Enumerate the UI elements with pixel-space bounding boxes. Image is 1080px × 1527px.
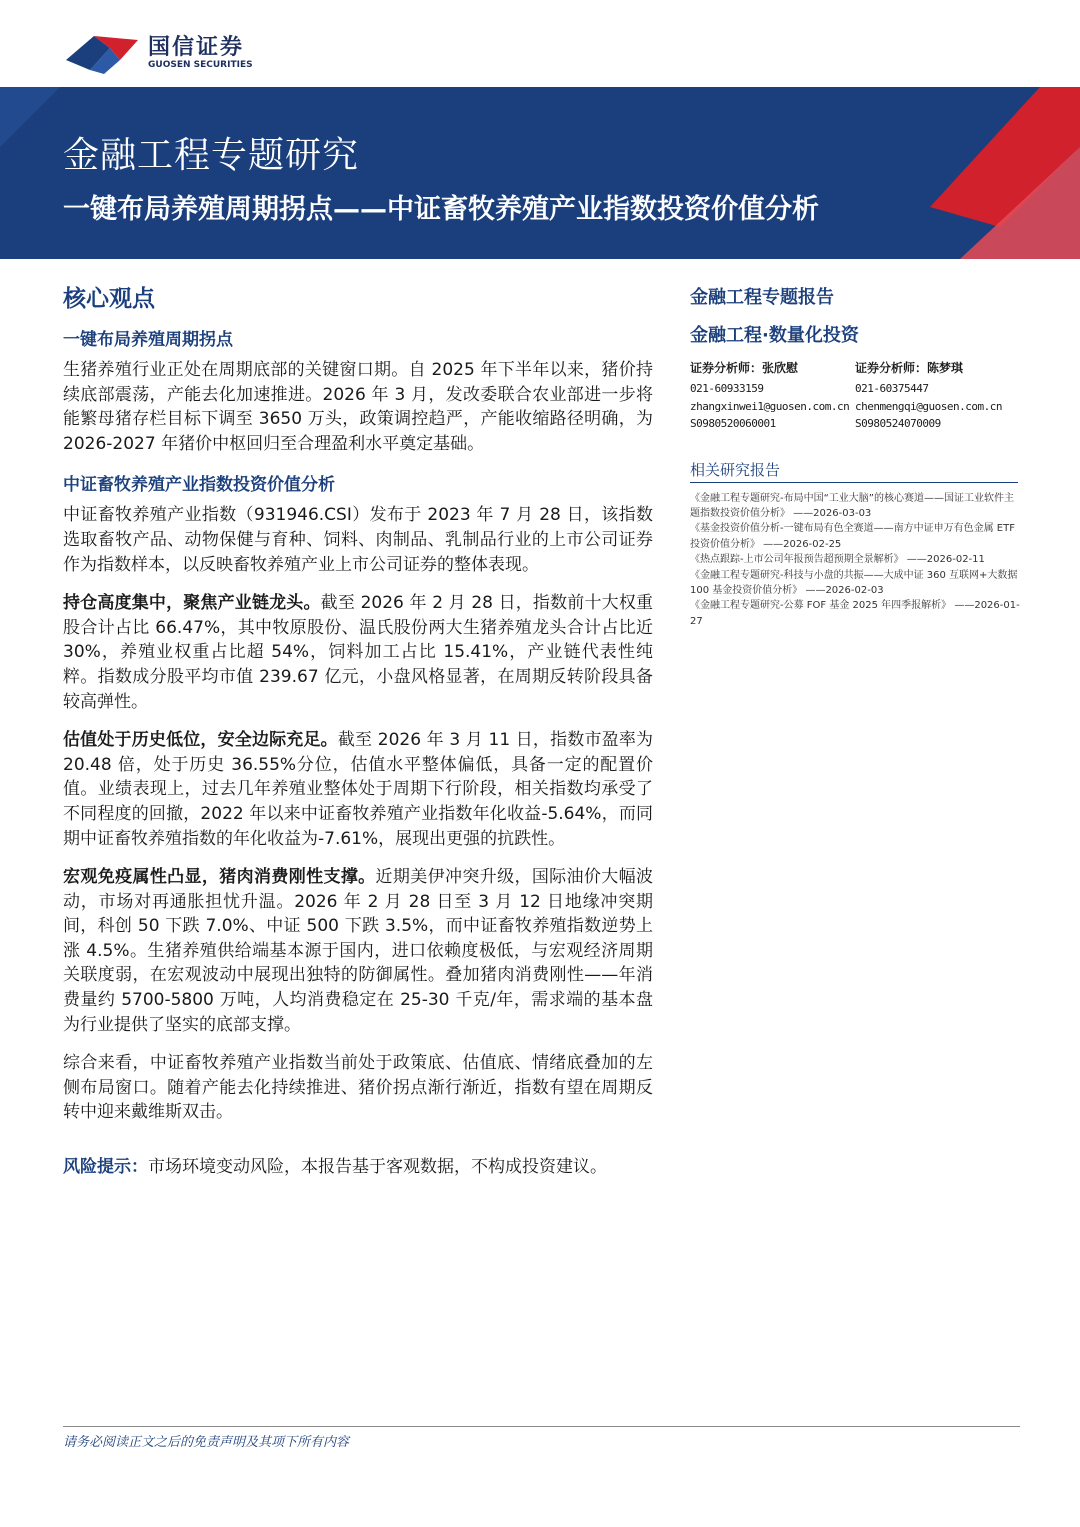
paragraph-cycle: 生猪养殖行业正处在周期底部的关键窗口期。自 2025 年下半年以来，猪价持续底部震荡，产能去化加速推进。2026 年 3 月，发改委联合农业部进一步将能繁母猪存栏目标下调至 3650 万头，政策调控趋严，产能收缩路径明确，为 2026-2027 年猪价中枢回归至合理盈利水平奠定基础。: [63, 360, 653, 454]
report-type-1: 金融工程专题报告: [690, 287, 834, 308]
analyst-phone: 021-60933159: [690, 382, 764, 395]
footer-disclaimer: 请务必阅读正文之后的免责声明及其项下所有内容: [63, 1435, 350, 1450]
analyst-title: 证券分析师：张欣慰: [690, 361, 799, 375]
analyst-license: S0980524070009: [855, 417, 941, 430]
risk-warning: [63, 1155, 653, 1180]
paragraph-valuation: [63, 728, 653, 851]
analyst-1: [690, 359, 855, 433]
paragraph-macro: [63, 865, 653, 1037]
related-report-item[interactable]: 《金融工程专题研究-科技与小盘的共振——大成中证 360 互联网+大数据 100 基金投资价值分析》 ——2026-02-03: [690, 569, 1018, 596]
analyst-email[interactable]: chenmengqi@guosen.com.cn: [855, 399, 1002, 413]
paragraph-macro-lead: 宏观免疫属性凸显，猪肉消费刚性支撑。: [63, 867, 376, 888]
risk-text: 市场环境变动风险，本报告基于客观数据，不构成投资建议。: [148, 1157, 607, 1178]
paragraph-index-intro: 中证畜牧养殖产业指数（931946.CSI）发布于 2023 年 7 月 28 日，该指数选取畜牧产品、动物保健与育种、饲料、肉制品、乳制品行业的上市公司证券作为指数样本，以反映畜牧养殖产业上市公司证券的整体表现。: [63, 505, 653, 575]
analyst-2: [855, 359, 1020, 433]
paragraph-macro-body: 近期美伊冲突升级，国际油价大幅波动，市场对再通胀担忧升温。2026 年 2 月 28 日至 3 月 12 日地缘冲突期间，科创 50 下跌 7.0%、中证 500 下跌 3.5%，而中证畜牧养殖指数逆势上涨 4.5%。生猪养殖供给端基本源于国内，进口依赖度极低，与宏观经济周期关联度弱，在宏观波动中展现出独特的防御属性。叠加猪肉消费刚性——年消费量约 5700-5800 万吨，人均消费稳定在 25-30 千克/年，需求端的基本盘为行业提供了坚实的底部支撑。: [63, 867, 654, 1035]
report-title: 一键布局养殖周期拐点——中证畜牧养殖产业指数投资价值分析: [63, 194, 819, 225]
related-reports-list: [690, 491, 1020, 630]
guosen-logo: [64, 28, 264, 76]
footer-divider: [63, 1426, 1020, 1427]
guosen-logo-mark-icon: [64, 30, 140, 76]
brand-name-en: GUOSEN SECURITIES: [148, 60, 253, 70]
core-views-heading: 核心观点: [63, 286, 155, 312]
analyst-phone: 021-60375447: [855, 382, 929, 395]
related-report-item[interactable]: 《基金投资价值分析-一键布局有色全赛道——南方中证申万有色金属 ETF 投资价值分析》 ——2026-02-25: [690, 523, 1015, 550]
sidebar: [690, 283, 1020, 629]
related-report-item[interactable]: 《金融工程专题研究-公募 FOF 基金 2025 年四季报解析》 ——2026-01-27: [690, 600, 1020, 627]
paragraph-holdings-lead: 持仓高度集中，聚焦产业链龙头。: [63, 593, 321, 614]
analyst-license: S0980520060001: [690, 417, 776, 430]
analyst-block: [690, 359, 1020, 433]
analyst-title: 证券分析师：陈梦琪: [855, 361, 964, 375]
main-column: [63, 280, 653, 1180]
section-heading-index: 中证畜牧养殖产业指数投资价值分析: [63, 475, 335, 496]
paragraph-valuation-body: 截至 2026 年 3 月 11 日，指数市盈率为 20.48 倍，处于历史 36.55%分位，估值水平整体偏低，具备一定的配置价值。业绩表现上，过去几年养殖业整体处于周期下行阶段，相关指数均承受了不同程度的回撤，2022 年以来中证畜牧养殖产业指数年化收益-5.64%，而同期中证畜牧养殖指数的年化收益为-7.61%，展现出更强的抗跌性。: [63, 730, 653, 849]
report-category-title: 金融工程专题研究: [63, 135, 360, 176]
related-report-item[interactable]: 《金融工程专题研究-布局中国“工业大脑”的核心赛道——国证工业软件主题指数投资价值分析》 ——2026-03-03: [690, 492, 1014, 519]
paragraph-holdings-body: 截至 2026 年 2 月 28 日，指数前十大权重股合计占比 66.47%，其中牧原股份、温氏股份两大生猪养殖龙头合计占比近 30%，养殖业权重占比超 54%，饲料加工占比 15.41%，产业链代表性纯粹。指数成分股平均市值 239.67 亿元，小盘风格显著，在周期反转阶段具备较高弹性。: [63, 593, 654, 712]
risk-label: 风险提示：: [63, 1157, 148, 1178]
paragraph-summary: 综合来看，中证畜牧养殖产业指数当前处于政策底、估值底、情绪底叠加的左侧布局窗口。随着产能去化持续推进、猪价拐点渐行渐近，指数有望在周期反转中迎来戴维斯双击。: [63, 1053, 653, 1123]
paragraph-valuation-lead: 估值处于历史低位，安全边际充足。: [63, 730, 338, 751]
brand-name-cn: 国信证券: [148, 35, 245, 60]
title-banner: [0, 87, 1080, 259]
analyst-email[interactable]: zhangxinwei1@guosen.com.cn: [690, 399, 850, 413]
section-heading-cycle: 一键布局养殖周期拐点: [63, 330, 233, 350]
paragraph-holdings: [63, 591, 653, 714]
related-report-item[interactable]: 《热点跟踪-上市公司年报预告超预期全景解析》 ——2026-02-11: [690, 554, 985, 566]
related-reports-heading: 相关研究报告: [690, 459, 1018, 483]
report-type-2: 金融工程·数量化投资: [690, 325, 859, 346]
